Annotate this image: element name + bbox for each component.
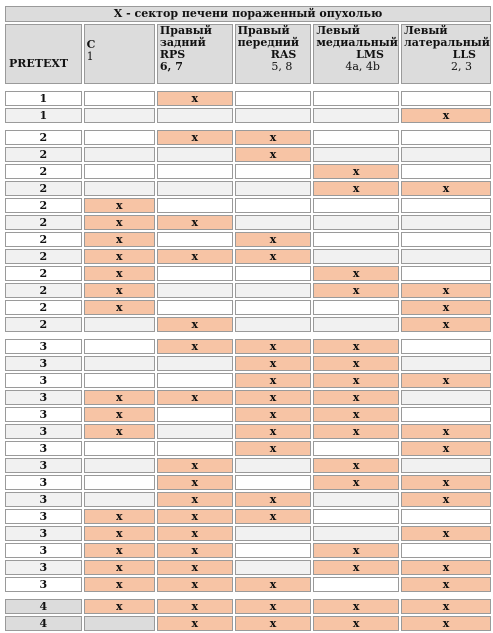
sector-empty-cell (157, 407, 233, 422)
sector-empty-cell (401, 147, 491, 162)
pretext-stage-cell: 2 (5, 198, 82, 213)
pretext-stage-cell: 3 (5, 441, 82, 456)
sector-marked-cell: x (313, 373, 399, 388)
column-header-lms-line: 4a, 4b (345, 60, 380, 73)
sector-empty-cell (401, 130, 491, 145)
sector-empty-cell (313, 91, 399, 106)
pretext-stage-cell: 3 (5, 543, 82, 558)
table-row (5, 509, 491, 524)
table-row (5, 616, 491, 631)
sector-marked-cell: x (401, 300, 491, 315)
column-header-ras-line: 5, 8 (271, 60, 293, 73)
sector-empty-cell (157, 198, 233, 213)
pretext-stage-cell: 2 (5, 300, 82, 315)
sector-marked-cell: x (157, 458, 233, 473)
table-row (5, 91, 491, 106)
table-row (5, 356, 491, 371)
sector-marked-cell: x (235, 339, 312, 354)
column-header-rps-line: 6, 7 (159, 60, 183, 73)
sector-empty-cell (235, 108, 312, 123)
group-separator (5, 594, 491, 597)
sector-empty-cell (84, 147, 155, 162)
sector-empty-cell (235, 266, 312, 281)
sector-marked-cell: x (401, 441, 491, 456)
sector-marked-cell: x (84, 249, 155, 264)
sector-empty-cell (84, 356, 155, 371)
pretext-stage-cell: 3 (5, 475, 82, 490)
sector-marked-cell: x (313, 407, 399, 422)
sector-marked-cell: x (157, 130, 233, 145)
group-separator (5, 125, 491, 128)
sector-marked-cell: x (401, 181, 491, 196)
table-row (5, 599, 491, 614)
pretext-stage-cell: 3 (5, 458, 82, 473)
sector-marked-cell: x (235, 130, 312, 145)
sector-empty-cell (84, 164, 155, 179)
sector-empty-cell (157, 147, 233, 162)
sector-marked-cell: x (157, 509, 233, 524)
column-header-lms (313, 24, 399, 84)
sector-marked-cell: x (401, 373, 491, 388)
table-row (5, 164, 491, 179)
sector-marked-cell: x (235, 390, 312, 405)
sector-empty-cell (235, 543, 312, 558)
sector-marked-cell: x (84, 509, 155, 524)
sector-empty-cell (84, 492, 155, 507)
sector-marked-cell: x (235, 492, 312, 507)
sector-marked-cell: x (235, 616, 312, 631)
sector-empty-cell (157, 373, 233, 388)
table-row (5, 424, 491, 439)
sector-empty-cell (157, 441, 233, 456)
sector-marked-cell: x (313, 458, 399, 473)
sector-empty-cell (235, 475, 312, 490)
sector-marked-cell: x (84, 215, 155, 230)
sector-empty-cell (157, 283, 233, 298)
sector-empty-cell (84, 458, 155, 473)
column-header-lls-line: латеральный (403, 36, 490, 49)
sector-empty-cell (235, 215, 312, 230)
pretext-stage-cell: 2 (5, 232, 82, 247)
sector-empty-cell (313, 526, 399, 541)
sector-marked-cell: x (157, 577, 233, 592)
column-header-lms-line: медиальный (316, 36, 398, 49)
sector-marked-cell: x (84, 300, 155, 315)
sector-empty-cell (401, 458, 491, 473)
column-header-rps (157, 24, 233, 84)
table-row (5, 147, 491, 162)
pretext-stage-cell: 3 (5, 509, 82, 524)
sector-empty-cell (84, 181, 155, 196)
sector-marked-cell: x (157, 526, 233, 541)
pretext-column-header (5, 24, 82, 84)
sector-empty-cell (84, 108, 155, 123)
sector-empty-cell (84, 317, 155, 332)
sector-empty-cell (84, 441, 155, 456)
pretext-stage-cell: 3 (5, 526, 82, 541)
sector-empty-cell (157, 266, 233, 281)
sector-empty-cell (235, 560, 312, 575)
sector-empty-cell (401, 266, 491, 281)
table-row (5, 249, 491, 264)
sector-empty-cell (313, 147, 399, 162)
column-header-lls-line: Левый (403, 24, 448, 37)
table-row (5, 526, 491, 541)
sector-marked-cell: x (235, 441, 312, 456)
sector-marked-cell: x (84, 407, 155, 422)
sector-empty-cell (313, 317, 399, 332)
sector-marked-cell: x (84, 232, 155, 247)
sector-marked-cell: x (313, 339, 399, 354)
sector-empty-cell (401, 543, 491, 558)
sector-marked-cell: x (84, 390, 155, 405)
sector-marked-cell: x (401, 108, 491, 123)
sector-empty-cell (401, 164, 491, 179)
sector-marked-cell: x (235, 407, 312, 422)
sector-empty-cell (235, 317, 312, 332)
column-header-lms-line: LMS (356, 48, 384, 61)
group-separator-cell (5, 86, 491, 89)
group-separator-cell (5, 125, 491, 128)
table-row (5, 475, 491, 490)
sector-empty-cell (157, 424, 233, 439)
sector-marked-cell: x (401, 424, 491, 439)
table-row (5, 300, 491, 315)
column-header-c (84, 24, 155, 84)
sector-marked-cell: x (313, 616, 399, 631)
pretext-stage-cell: 1 (5, 108, 82, 123)
sector-marked-cell: x (313, 356, 399, 371)
sector-empty-cell (401, 215, 491, 230)
pretext-stage-cell: 2 (5, 266, 82, 281)
sector-empty-cell (84, 91, 155, 106)
pretext-stage-cell: 3 (5, 356, 82, 371)
sector-empty-cell (235, 91, 312, 106)
table-row (5, 181, 491, 196)
sector-marked-cell: x (235, 373, 312, 388)
sector-marked-cell: x (401, 616, 491, 631)
sector-empty-cell (235, 164, 312, 179)
sector-marked-cell: x (235, 509, 312, 524)
sector-empty-cell (313, 130, 399, 145)
sector-marked-cell: x (313, 599, 399, 614)
column-header-c-line: 1 (86, 50, 94, 63)
sector-empty-cell (84, 475, 155, 490)
sector-marked-cell: x (235, 424, 312, 439)
pretext-header-label: PRETEXT (9, 57, 69, 70)
sector-marked-cell: x (401, 577, 491, 592)
sector-empty-cell (401, 509, 491, 524)
sector-empty-cell (401, 198, 491, 213)
sector-marked-cell: x (401, 317, 491, 332)
sector-marked-cell: x (235, 147, 312, 162)
sector-empty-cell (84, 130, 155, 145)
table-row (5, 577, 491, 592)
column-header-rps-line: RPS (159, 48, 186, 61)
sector-empty-cell (313, 215, 399, 230)
sector-marked-cell: x (313, 390, 399, 405)
sector-marked-cell: x (313, 475, 399, 490)
pretext-stage-cell: 4 (5, 616, 82, 631)
sector-marked-cell: x (157, 492, 233, 507)
sector-marked-cell: x (84, 283, 155, 298)
sector-empty-cell (235, 283, 312, 298)
sector-empty-cell (401, 390, 491, 405)
sector-empty-cell (401, 407, 491, 422)
column-header-ras (235, 24, 312, 84)
sector-marked-cell: x (157, 339, 233, 354)
sector-empty-cell (157, 181, 233, 196)
sector-empty-cell (313, 300, 399, 315)
sector-empty-cell (157, 164, 233, 179)
sector-marked-cell: x (313, 424, 399, 439)
sector-empty-cell (401, 249, 491, 264)
table-row (5, 492, 491, 507)
table-row (5, 198, 491, 213)
sector-empty-cell (84, 373, 155, 388)
table-row (5, 458, 491, 473)
sector-empty-cell (157, 300, 233, 315)
sector-marked-cell: x (84, 526, 155, 541)
sector-marked-cell: x (235, 356, 312, 371)
sector-empty-cell (235, 458, 312, 473)
sector-marked-cell: x (313, 266, 399, 281)
table-row (5, 407, 491, 422)
sector-empty-cell (313, 198, 399, 213)
pretext-stage-cell: 3 (5, 424, 82, 439)
group-separator (5, 86, 491, 89)
sector-marked-cell: x (401, 283, 491, 298)
column-header-lms-line: Левый (316, 24, 360, 37)
pretext-stage-cell: 3 (5, 407, 82, 422)
sector-empty-cell (401, 356, 491, 371)
pretext-stage-cell: 3 (5, 577, 82, 592)
sector-empty-cell (313, 441, 399, 456)
pretext-stage-cell: 2 (5, 249, 82, 264)
column-header-c-line: C (86, 38, 96, 51)
sector-marked-cell: x (157, 560, 233, 575)
sector-empty-cell (313, 509, 399, 524)
pretext-stage-cell: 2 (5, 130, 82, 145)
table-title: X - сектор печени пораженный опухолью (5, 6, 491, 22)
pretext-stage-cell: 3 (5, 560, 82, 575)
sector-marked-cell: x (84, 599, 155, 614)
column-header-rps-line: Правый (159, 24, 212, 37)
sector-marked-cell: x (401, 526, 491, 541)
pretext-stage-cell: 3 (5, 492, 82, 507)
group-separator (5, 334, 491, 337)
pretext-stage-cell: 3 (5, 373, 82, 388)
sector-marked-cell: x (235, 599, 312, 614)
table-row (5, 441, 491, 456)
pretext-stage-cell: 2 (5, 215, 82, 230)
sector-marked-cell: x (401, 492, 491, 507)
sector-empty-cell (235, 526, 312, 541)
sector-empty-cell (235, 181, 312, 196)
pretext-stage-cell: 3 (5, 339, 82, 354)
sector-marked-cell: x (157, 390, 233, 405)
sector-empty-cell (401, 91, 491, 106)
pretext-table (3, 4, 493, 633)
table-row (5, 390, 491, 405)
column-header-ras-line: передний (237, 36, 300, 49)
sector-marked-cell: x (157, 599, 233, 614)
sector-marked-cell: x (84, 266, 155, 281)
sector-empty-cell (84, 339, 155, 354)
sector-marked-cell: x (313, 543, 399, 558)
table-row (5, 373, 491, 388)
sector-marked-cell: x (157, 616, 233, 631)
sector-marked-cell: x (157, 91, 233, 106)
group-separator-cell (5, 594, 491, 597)
column-header-ras-line: Правый (237, 24, 290, 37)
pretext-stage-cell: 2 (5, 317, 82, 332)
sector-empty-cell (157, 232, 233, 247)
sector-marked-cell: x (84, 577, 155, 592)
sector-marked-cell: x (157, 475, 233, 490)
sector-marked-cell: x (235, 249, 312, 264)
sector-empty-cell (313, 249, 399, 264)
column-header-lls (401, 24, 491, 84)
table-row (5, 215, 491, 230)
sector-marked-cell: x (157, 249, 233, 264)
sector-marked-cell: x (313, 560, 399, 575)
sector-marked-cell: x (235, 232, 312, 247)
group-separator-cell (5, 334, 491, 337)
sector-empty-cell (235, 198, 312, 213)
table-row (5, 317, 491, 332)
sector-marked-cell: x (313, 164, 399, 179)
sector-marked-cell: x (313, 181, 399, 196)
pretext-stage-cell: 4 (5, 599, 82, 614)
pretext-stage-cell: 2 (5, 147, 82, 162)
sector-marked-cell: x (157, 317, 233, 332)
sector-marked-cell: x (157, 543, 233, 558)
sector-marked-cell: x (84, 543, 155, 558)
pretext-stage-cell: 1 (5, 91, 82, 106)
sector-empty-cell (157, 356, 233, 371)
sector-marked-cell: x (84, 560, 155, 575)
table-row (5, 560, 491, 575)
sector-marked-cell: x (84, 424, 155, 439)
sector-empty-cell (84, 616, 155, 631)
sector-marked-cell: x (401, 560, 491, 575)
column-header-ras-line: RAS (270, 48, 297, 61)
sector-empty-cell (157, 108, 233, 123)
sector-marked-cell: x (84, 198, 155, 213)
sector-marked-cell: x (313, 283, 399, 298)
sector-marked-cell: x (157, 215, 233, 230)
sector-empty-cell (313, 577, 399, 592)
sector-empty-cell (235, 300, 312, 315)
column-header-lls-line: LLS (452, 48, 476, 61)
pretext-stage-cell: 3 (5, 390, 82, 405)
table-row (5, 130, 491, 145)
table-row (5, 283, 491, 298)
table-row (5, 232, 491, 247)
sector-empty-cell (401, 339, 491, 354)
pretext-stage-cell: 2 (5, 283, 82, 298)
table-row (5, 108, 491, 123)
sector-empty-cell (313, 108, 399, 123)
sector-empty-cell (313, 232, 399, 247)
sector-marked-cell: x (235, 577, 312, 592)
column-header-lls-line: 2, 3 (451, 60, 472, 73)
pretext-stage-cell: 2 (5, 164, 82, 179)
sector-marked-cell: x (401, 599, 491, 614)
table-row (5, 543, 491, 558)
sector-empty-cell (401, 232, 491, 247)
sector-empty-cell (313, 492, 399, 507)
pretext-stage-cell: 2 (5, 181, 82, 196)
table-row (5, 266, 491, 281)
sector-marked-cell: x (401, 475, 491, 490)
table-row (5, 339, 491, 354)
column-header-rps-line: задний (159, 36, 206, 49)
